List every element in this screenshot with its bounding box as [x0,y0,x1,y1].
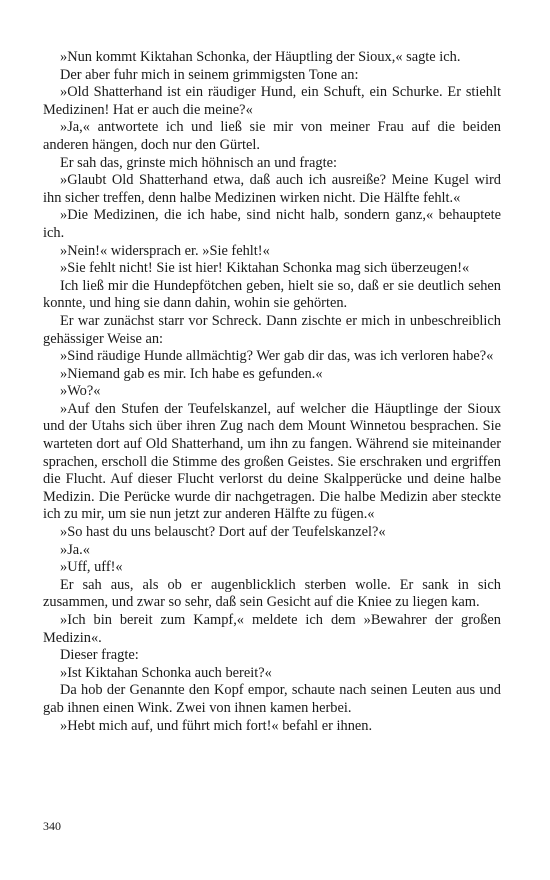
paragraph: »Nun kommt Kiktahan Schonka, der Häuptling der Sioux,« sagte ich. [60,49,461,65]
paragraph: »Sind räudige Hunde allmächtig? Wer gab dir das, was ich verloren habe?« [60,348,494,365]
paragraph: »Ich bin bereit zum Kampf,« meldete ich dem »Bewahrer der großen Medizin«. [43,612,501,646]
paragraph: »Hebt mich auf, und führt mich fort!« befahl er ihnen. [60,717,373,734]
paragraph: »Uff, uff!« [60,559,123,576]
paragraph: »Die Medizinen, die ich habe, sind nicht halb, sondern ganz,« behauptete ich. [43,207,501,241]
paragraph: Der aber fuhr mich in seinem grimmigsten Tone an: [60,66,359,83]
paragraph: Ich ließ mir die Hundepfötchen geben, hielt sie so, daß er sie deutlich sehen konnte, und hing sie dann dahin, wohin sie gehörten. [43,277,501,312]
paragraph: »Ja,« antwortete ich und ließ sie mir von meiner Frau auf die beiden anderen hängen, doch nur den Gürtel. [43,119,501,153]
paragraph: »Nein!« widersprach er. »Sie fehlt!« [60,242,270,259]
paragraph: »Ist Kiktahan Schonka auch bereit?« [60,664,272,681]
paragraph: »So hast du uns belauscht? Dort auf der Teufelskanzel?« [60,524,386,541]
paragraph: »Niemand gab es mir. Ich habe es gefunden.« [60,365,323,382]
page-number: 340 [43,819,61,833]
paragraph: Er sah das, grinste mich höhnisch an und fragte: [60,154,337,171]
paragraph: Dieser fragte: [60,647,139,664]
paragraph: Da hob der Genannte den Kopf empor, schaute nach seinen Leuten aus und gab ihnen einen Wink. Zwei von ihnen kamen herbei. [43,682,501,716]
paragraph: Er sah aus, als ob er augenblicklich sterben wolle. Er sank in sich zusammen, und zwar so sehr, daß sein Gesicht auf die Kniee zu liegen kam. [43,576,501,611]
paragraph: »Wo?« [60,383,101,400]
paragraph: »Auf den Stufen der Teufelskanzel, auf welcher die Häuptlinge der Sioux und der Utahs sich über ihren Zug nach dem Mount Winnetou besprachen. Sie warteten dort auf Old Shatterhand, um ihn zu fangen. Während sie miteinander sprachen, erscholl die Stimme des großen Geistes. Sie erschraken und ergriffen die Flucht. Auf dieser Flucht verlorst du deine Skalpperücke und deine halbe Medizin. Die Perücke wurde dir nachgetragen. Die halbe Medizin aber steckte ich zu mir, um sie nun jetzt zur anderen Hälfte zu fügen.« [43,400,501,523]
paragraph: »Old Shatterhand ist ein räudiger Hund, ein Schuft, ein Schurke. Er stiehlt Medizinen! Hat er auch die meine?« [43,84,501,118]
body-text [43,49,501,735]
paragraph: »Sie fehlt nicht! Sie ist hier! Kiktahan Schonka mag sich überzeugen!« [60,260,470,277]
paragraph: »Glaubt Old Shatterhand etwa, daß auch ich ausreiße? Meine Kugel wird ihn sicher treffen, denn halbe Medizinen wirken nicht. Die Hälfte fehlt.« [43,172,501,206]
paragraph: »Ja.« [60,541,90,558]
paragraph: Er war zunächst starr vor Schreck. Dann zischte er mich in unbeschreiblich gehässiger Weise an: [43,312,501,347]
